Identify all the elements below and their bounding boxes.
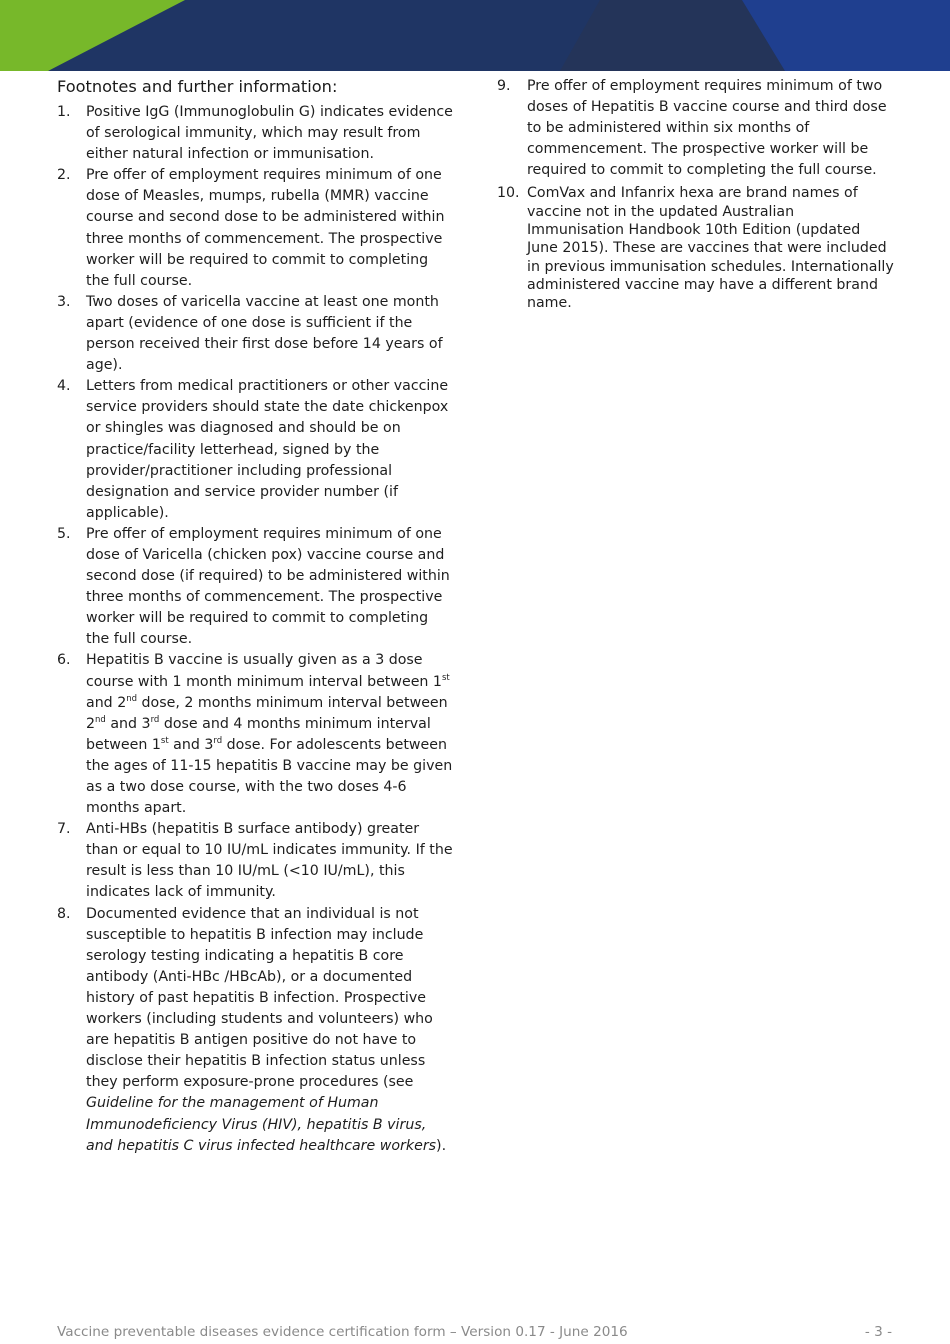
footnote-text: Pre offer of employment requires minimum of one dose of Measles, mumps, rubella (MMR) vaccine course and second dose to be administered within three months of commencement. The prospective worker will be required to commit to completing the full course. bbox=[86, 167, 445, 289]
ordinal-suffix: rd bbox=[213, 735, 223, 746]
footnote-text-segment: Hepatitis B vaccine is usually given as a 3 dose course with 1 month minimum interval between 1 bbox=[86, 652, 442, 690]
ordinal-suffix: nd bbox=[95, 714, 106, 725]
footer-document-title: Vaccine preventable diseases evidence certification form – Version 0.17 - June 2016 bbox=[57, 1324, 628, 1340]
ordinal-suffix: st bbox=[441, 672, 450, 683]
footnote-text-segment: and 2 bbox=[86, 694, 127, 711]
footnote-number: 1. bbox=[57, 104, 71, 120]
footnote-number: 9. bbox=[497, 78, 511, 94]
footnote-10 bbox=[497, 184, 895, 312]
ordinal-suffix: nd bbox=[126, 693, 138, 704]
footnote-number: 8. bbox=[57, 905, 71, 922]
footnote-text: Anti-HBs (hepatitis B surface antibody) greater than or equal to 10 IU/mL indicates immunity. If the result is less than 10 IU/mL (<10 IU/mL), this indicates lack of immunity. bbox=[86, 821, 453, 901]
header-banner bbox=[0, 0, 950, 71]
ordinal-suffix: rd bbox=[150, 714, 160, 725]
footnotes-list-right bbox=[497, 76, 895, 313]
footnote-4 bbox=[57, 376, 455, 524]
footnote-text-segment: dose, 2 months minimum interval between 2 bbox=[86, 694, 448, 732]
footnote-text-segment: dose and 4 months minimum interval between 1 bbox=[86, 715, 431, 753]
footnote-number: 6. bbox=[57, 652, 71, 669]
footnote-text: Positive IgG (Immunoglobulin G) indicates evidence of serological immunity, which may result from either natural infection or immunisation. bbox=[86, 104, 453, 163]
footnote-text: Documented evidence that an individual is not susceptible to hepatitis B infection may include serology testing indicating a hepatitis B core antibody (Anti-HBc /HBcAb), or a documented history of past hepatitis B infection. Prospective workers (including students and volunteers) who are hepatitis B antigen positive do not have to disclose their hepatitis B infection status unless they perform exposure-prone procedures (see bbox=[86, 905, 433, 1091]
footnote-text-segment: dose. For adolescents between the ages of 11-15 hepatitis B vaccine may be given as a two dose course, with the two doses 4-6 months apart. bbox=[86, 736, 453, 817]
header-banner-graphic bbox=[0, 0, 950, 71]
footnote-2 bbox=[57, 165, 455, 292]
footnote-number: 3. bbox=[57, 293, 71, 310]
footnote-text-segment: and 3 bbox=[105, 715, 151, 732]
ordinal-suffix: st bbox=[160, 735, 169, 746]
guideline-title: Guideline for the management of Human Immunodeficiency Virus (HIV), hepatitis B virus, and hepatitis C virus infected healthcare workers bbox=[86, 1095, 437, 1154]
footnote-3 bbox=[57, 292, 455, 376]
footnote-number: 10. bbox=[497, 185, 520, 202]
footnote-6 bbox=[57, 650, 455, 819]
footnotes-right-column bbox=[497, 76, 895, 313]
footnotes-heading: Footnotes and further information: bbox=[57, 77, 338, 96]
footnote-text: Letters from medical practitioners or other vaccine service providers should state the date chickenpox or shingles was diagnosed and should be on practice/facility letterhead, signed by the provider/practitioner including professional designation and service provider number (if applicable). bbox=[86, 378, 449, 521]
footnote-number: 2. bbox=[57, 167, 71, 184]
footnote-8 bbox=[57, 904, 455, 1157]
footnote-number: 4. bbox=[57, 378, 71, 395]
footnote-number: 5. bbox=[57, 525, 71, 542]
page-footer bbox=[57, 1323, 892, 1341]
footnotes-list-left bbox=[57, 102, 455, 1157]
footnote-text: Pre offer of employment requires minimum of two doses of Hepatitis B vaccine course and third dose to be administered within six months of commencement. The prospective worker will be required to commit to completing the full course. bbox=[527, 78, 887, 179]
footnote-5 bbox=[57, 524, 455, 651]
footnote-text-tail: ). bbox=[436, 1137, 447, 1154]
footnote-9 bbox=[497, 76, 895, 181]
footnote-text: Two doses of varicella vaccine at least one month apart (evidence of one dose is sufficient if the person received their first dose before 14 years of age). bbox=[86, 293, 443, 374]
page-number: - 3 - bbox=[864, 1324, 892, 1340]
footnote-text-segment: and 3 bbox=[168, 736, 214, 753]
footnote-text: ComVax and Infanrix hexa are brand names of vaccine not in the updated Australian Immunisation Handbook 10th Edition (updated June 2015). These are vaccines that were included in previous immunisation schedules. Internationally administered vaccine may have a different brand name. bbox=[527, 185, 894, 312]
footnote-text: Pre offer of employment requires minimum of one dose of Varicella (chicken pox) vaccine course and second dose (if required) to be administered within three months of commencement. The prospective worker will be required to commit to completing the full course. bbox=[86, 525, 450, 648]
footnote-1 bbox=[57, 102, 455, 165]
footnotes-left-column bbox=[57, 76, 455, 1157]
footnote-7 bbox=[57, 819, 455, 903]
footnote-number: 7. bbox=[57, 821, 71, 838]
